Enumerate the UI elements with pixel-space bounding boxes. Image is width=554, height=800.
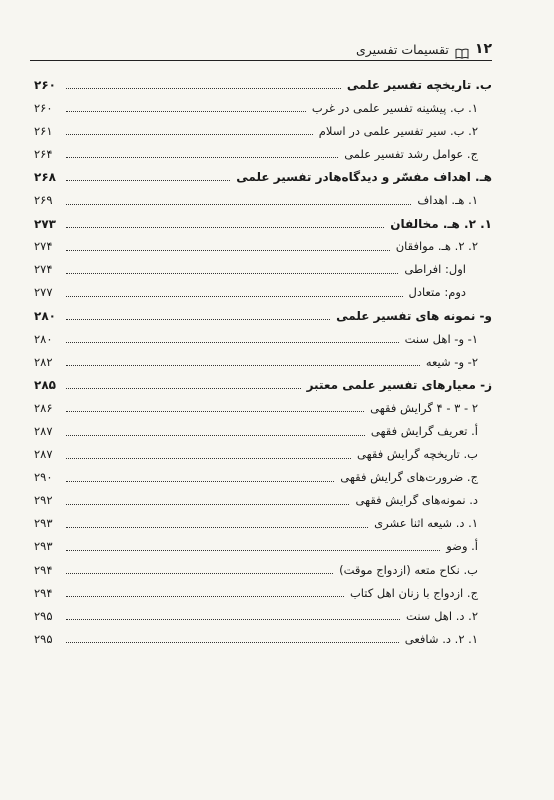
toc-entry-title: ۱. ۲. هـ. مخالفان: [390, 216, 492, 231]
toc-entry-page: ۲۷۴: [34, 239, 53, 254]
toc-entry-page: ۲۸۰: [34, 331, 53, 346]
toc-entry: [34, 486, 492, 509]
toc-entry-page: ۲۸۵: [34, 378, 56, 393]
toc-entry: [34, 93, 492, 116]
toc-entry-page: ۲۹۵: [34, 631, 53, 646]
toc-entry: [34, 301, 492, 324]
toc-entry-page: ۲۸۷: [34, 447, 53, 462]
toc-entry: [34, 116, 492, 139]
dot-leader: [66, 481, 334, 482]
toc-entry-title: ۲. د. اهل سنت: [406, 608, 478, 623]
toc-entry-title: د. نمونه‌های گرایش فقهی: [355, 493, 478, 508]
dot-leader: [66, 527, 368, 528]
toc-entry-title: ج. ضرورت‌های گرایش فقهی: [340, 470, 478, 485]
dot-leader: [66, 342, 399, 343]
toc-entry-title: ۱- و- اهل سنت: [404, 331, 478, 346]
dot-leader: [66, 227, 384, 228]
toc-entry-page: ۲۶۱: [34, 123, 53, 138]
dot-leader: [66, 250, 390, 251]
toc-entry: [34, 185, 492, 208]
toc-entry-page: ۲۶۰: [34, 78, 56, 93]
toc-entry-title: ب. نکاح متعه (ازدواج موقت): [339, 562, 478, 577]
toc-entry-page: ۲۷۳: [34, 216, 56, 231]
dot-leader: [66, 204, 411, 205]
dot-leader: [66, 550, 440, 551]
dot-leader: [66, 596, 344, 597]
toc-entry-page: ۲۶۸: [34, 170, 56, 185]
dot-leader: [66, 180, 230, 181]
toc-entry-title: ج. عوامل رشد تفسیر علمی: [344, 146, 478, 161]
dot-leader: [66, 573, 333, 574]
dot-leader: [66, 365, 420, 366]
dot-leader: [66, 411, 364, 412]
toc-entry: [34, 393, 492, 416]
table-of-contents: [34, 70, 492, 647]
toc-entry-page: ۲۸۶: [34, 400, 53, 415]
dot-leader: [66, 157, 338, 158]
toc-entry-title: ۱. ۲. د. شافعی: [404, 631, 478, 646]
toc-entry: [34, 255, 492, 278]
toc-entry: [34, 440, 492, 463]
dot-leader: [66, 619, 400, 620]
toc-entry-page: ۲۹۴: [34, 585, 53, 600]
toc-entry: [34, 139, 492, 162]
toc-entry-title: ۲. ب. سیر تفسیر علمی در اسلام: [318, 123, 478, 138]
toc-entry-page: ۲۹۵: [34, 608, 53, 623]
dot-leader: [66, 642, 399, 643]
toc-entry-page: ۲۸۰: [34, 309, 56, 324]
toc-entry-title: دوم: متعادل: [408, 285, 466, 300]
toc-entry: [34, 578, 492, 601]
toc-entry: [34, 232, 492, 255]
toc-entry-title: ب. تاریخچه تفسیر علمی: [346, 78, 492, 93]
toc-entry: [34, 416, 492, 439]
toc-entry: [34, 162, 492, 185]
dot-leader: [66, 296, 403, 297]
toc-entry-title: أ. تعریف گرایش فقهی: [370, 424, 478, 438]
toc-entry-title: ۲ - ۳ - ۴ گرایش فقهی: [370, 400, 478, 415]
toc-entry-title: ۱. هـ. اهداف: [417, 193, 478, 208]
dot-leader: [66, 273, 398, 274]
toc-entry: [34, 532, 492, 555]
toc-entry: [34, 555, 492, 578]
toc-entry-page: ۲۶۰: [34, 100, 53, 115]
toc-entry-title: هـ. اهداف مفسّر و دیدگاه‌هادر تفسیر علمی: [236, 170, 492, 185]
toc-entry-page: ۲۶۹: [34, 193, 53, 208]
dot-leader: [66, 111, 306, 112]
toc-entry: [34, 370, 492, 393]
toc-entry-title: ۲- و- شیعه: [425, 354, 478, 369]
toc-entry-title: ۱. ب. پیشینه تفسیر علمی در غرب: [311, 100, 478, 115]
toc-entry-title: ۲. ۲. هـ. موافقان: [395, 239, 478, 254]
toc-entry-title: ب. تاریخچه گرایش فقهی: [357, 447, 478, 462]
toc-entry-page: ۲۹۳: [34, 539, 53, 554]
page-header: [30, 38, 492, 61]
toc-entry: [34, 601, 492, 624]
dot-leader: [66, 319, 330, 320]
book-icon: [455, 44, 469, 55]
toc-entry-page: ۲۶۴: [34, 146, 53, 161]
toc-entry-title: اول: افراطی: [404, 262, 466, 277]
toc-entry-page: ۲۹۴: [34, 562, 53, 577]
toc-entry-title: و- نمونه های تفسیر علمی: [336, 309, 492, 324]
dot-leader: [66, 88, 341, 89]
toc-entry-page: ۲۷۴: [34, 262, 53, 277]
toc-entry: [34, 70, 492, 93]
toc-entry-page: ۲۹۳: [34, 516, 53, 531]
toc-entry-page: ۲۸۲: [34, 354, 53, 369]
toc-entry: [34, 509, 492, 532]
toc-entry-title: أ. وضو: [446, 539, 478, 554]
running-title: تقسیمات تفسیری: [355, 41, 449, 57]
dot-leader: [66, 388, 301, 389]
toc-entry-page: ۲۷۷: [34, 285, 53, 300]
dot-leader: [66, 458, 351, 459]
toc-entry: [34, 624, 492, 647]
toc-entry-page: ۲۹۲: [34, 493, 53, 508]
toc-entry-page: ۲۸۷: [34, 424, 53, 438]
toc-entry: [34, 347, 492, 370]
toc-entry: [34, 324, 492, 347]
dot-leader: [66, 435, 365, 436]
page-number: ۱۲: [474, 41, 492, 57]
dot-leader: [66, 504, 349, 505]
toc-entry-title: ج. ازدواج با زنان اهل کتاب: [349, 585, 478, 600]
toc-entry: [34, 463, 492, 486]
toc-entry: [34, 209, 492, 232]
toc-entry-page: ۲۹۰: [34, 470, 53, 485]
toc-entry-title: ز- معیارهای تفسیر علمی معتبر: [306, 378, 492, 393]
toc-entry-title: ۱. د. شیعه اثنا عشری: [374, 516, 478, 531]
dot-leader: [66, 134, 313, 135]
toc-entry: [34, 278, 492, 301]
